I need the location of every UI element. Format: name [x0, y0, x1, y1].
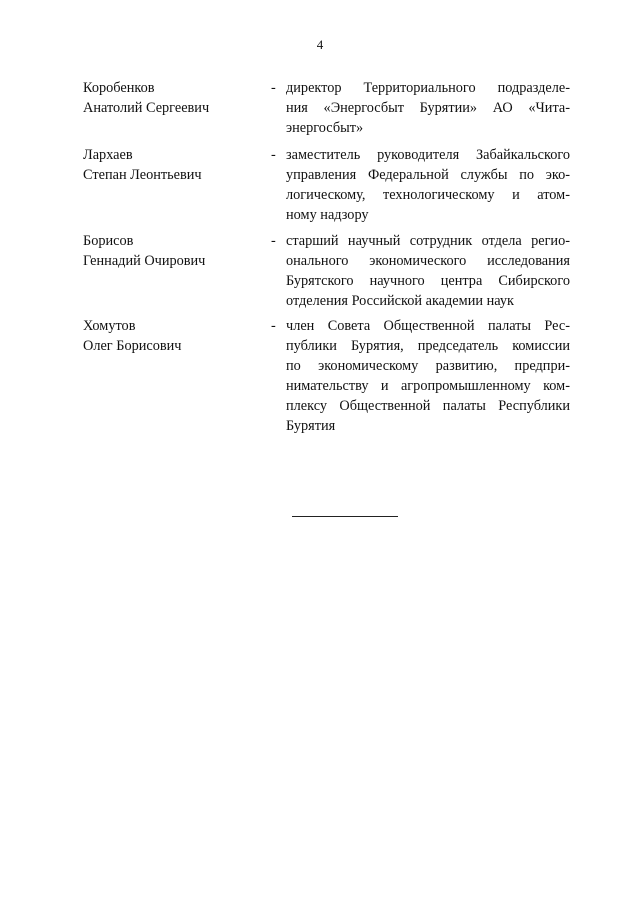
page-number: 4 [316, 37, 324, 52]
member-role [286, 78, 570, 138]
member-role [286, 145, 570, 225]
member-given-names: Геннадий Очирович [83, 253, 206, 269]
role-line: по экономическому развитию, предпри- [286, 358, 570, 374]
member-given-names: Олег Борисович [83, 338, 182, 354]
role-line: старший научный сотрудник отдела регио- [286, 233, 570, 249]
role-line: управления Федеральной службы по эко- [286, 167, 570, 183]
dash-separator: - [271, 147, 276, 163]
role-line: онального экономического исследования [286, 253, 570, 269]
member-surname: Коробенков [83, 80, 155, 96]
member-name [83, 231, 263, 271]
closing-rule [292, 516, 398, 517]
role-line: плексу Общественной палаты Республики [286, 398, 570, 414]
dash-separator: - [271, 233, 276, 249]
member-surname: Хомутов [83, 318, 136, 334]
role-line: заместитель руководителя Забайкальского [286, 147, 570, 163]
member-surname: Лархаев [83, 147, 133, 163]
role-line: энергосбыт» [286, 120, 364, 136]
member-given-names: Анатолий Сергеевич [83, 100, 210, 116]
role-line: нимательству и агропромышленному ком- [286, 378, 570, 394]
role-line: публики Бурятия, председатель комиссии [286, 338, 570, 354]
member-role [286, 231, 570, 311]
role-line: ному надзору [286, 207, 369, 223]
role-line: логическому, технологическому и атом- [286, 187, 570, 203]
member-name [83, 145, 263, 185]
dash-separator: - [271, 318, 276, 334]
role-line: отделения Российской академии наук [286, 293, 514, 309]
member-name [83, 78, 263, 118]
role-line: Бурятского научного центра Сибирского [286, 273, 570, 289]
role-line: Бурятия [286, 418, 336, 434]
role-line: ния «Энергосбыт Бурятии» АО «Чита- [286, 100, 570, 116]
role-line: член Совета Общественной палаты Рес- [286, 318, 570, 334]
member-name [83, 316, 263, 356]
dash-separator: - [271, 80, 276, 96]
role-line: директор Территориального подразделе- [286, 80, 570, 96]
member-given-names: Степан Леонтьевич [83, 167, 202, 183]
member-surname: Борисов [83, 233, 134, 249]
member-role [286, 316, 570, 436]
